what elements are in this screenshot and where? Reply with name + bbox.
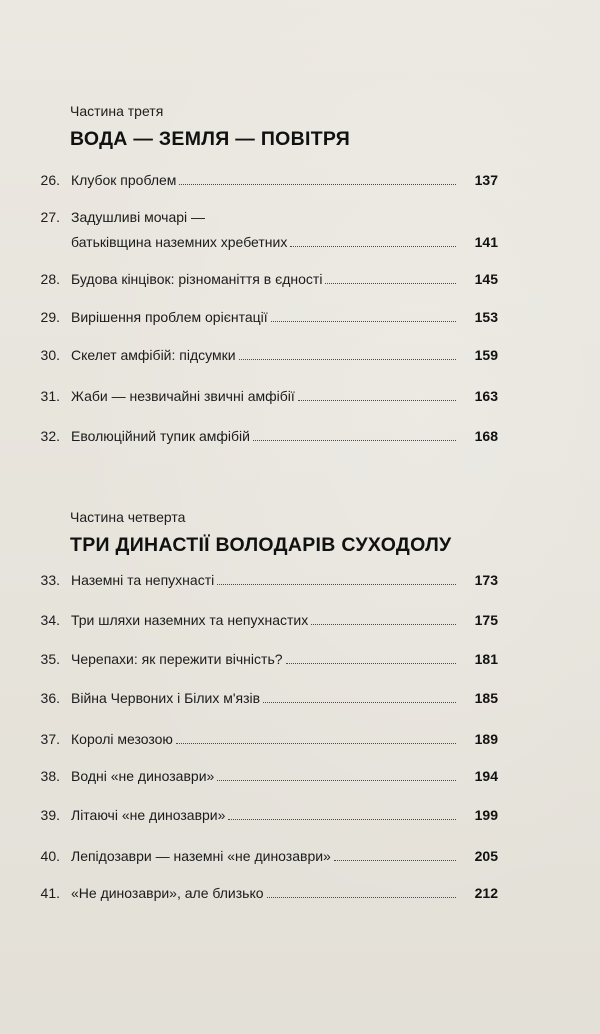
entry-title: Літаючі «не динозаври» — [71, 807, 226, 823]
entry-page: 194 — [474, 768, 498, 784]
leader-dots — [298, 399, 456, 401]
entry-number: 31. — [40, 388, 60, 404]
entry-page: 168 — [474, 428, 498, 444]
entry-page: 199 — [474, 807, 498, 823]
entry-page: 205 — [474, 848, 498, 864]
entry-line — [71, 270, 498, 288]
entry-page: 141 — [474, 234, 498, 250]
entry-title: Черепахи: як пережити вічність? — [71, 651, 283, 667]
entry-number: 29. — [40, 309, 60, 325]
entry-page: 212 — [474, 885, 498, 901]
leader-dots — [217, 583, 456, 585]
leader-dots — [228, 818, 456, 820]
entry-number: 37. — [40, 731, 60, 747]
entry-title: Королі мезозою — [71, 731, 173, 747]
entry-page: 159 — [474, 347, 498, 363]
entry-number: 33. — [40, 572, 60, 588]
entry-title: Водні «не динозаври» — [71, 768, 215, 784]
entry-page: 175 — [474, 612, 498, 628]
entry-page: 153 — [474, 309, 498, 325]
entry-line — [71, 730, 498, 748]
entry-title: Еволюційний тупик амфібій — [71, 428, 250, 444]
entry-number: 28. — [40, 271, 60, 287]
entry-page: 181 — [474, 651, 498, 667]
entry-title-line-2: батьківщина наземних хребетних — [71, 234, 288, 250]
entry-title: Війна Червоних і Білих м'язів — [71, 690, 261, 706]
leader-dots — [290, 245, 456, 247]
leader-dots — [239, 358, 456, 360]
entry-page: 163 — [474, 388, 498, 404]
leader-dots — [271, 320, 456, 322]
entry-line — [71, 308, 498, 326]
part-three-header — [70, 102, 510, 151]
entry-number: 38. — [40, 768, 60, 784]
entry-title: Вирішення проблем орієнтації — [71, 309, 268, 325]
entry-line — [71, 233, 498, 251]
entry-number: 35. — [40, 651, 60, 667]
leader-dots — [325, 282, 456, 284]
part-four-header — [70, 508, 510, 557]
entry-title: Будова кінцівок: різноманіття в єдності — [71, 271, 323, 287]
entry-line — [71, 611, 498, 629]
leader-dots — [263, 701, 456, 703]
entry-page: 189 — [474, 731, 498, 747]
entry-page: 185 — [474, 690, 498, 706]
entry-title-line-1: Задушливі мочарі — — [71, 209, 206, 225]
entry-number: 30. — [40, 347, 60, 363]
entry-line — [71, 767, 498, 785]
entry-line — [71, 650, 498, 668]
entry-line — [71, 427, 498, 445]
entry-number: 39. — [40, 807, 60, 823]
entry-number: 41. — [40, 885, 60, 901]
entry-title: «Не динозаври», але близько — [71, 885, 264, 901]
entry-line — [71, 571, 498, 589]
leader-dots — [217, 779, 456, 781]
part-title: ТРИ ДИНАСТІЇ ВОЛОДАРІВ СУХОДОЛУ — [70, 534, 452, 556]
part-label: Частина четверта — [70, 509, 186, 525]
entry-number: 34. — [40, 612, 60, 628]
leader-dots — [253, 439, 456, 441]
entry-number: 32. — [40, 428, 60, 444]
entry-page: 145 — [474, 271, 498, 287]
entry-title: Наземні та непухнасті — [71, 572, 215, 588]
entry-page: 137 — [474, 172, 498, 188]
leader-dots — [267, 896, 456, 898]
entry-line — [71, 806, 498, 824]
entry-title: Три шляхи наземних та непухнастих — [71, 612, 309, 628]
leader-dots — [311, 623, 456, 625]
entry-page: 173 — [474, 572, 498, 588]
entry-title: Лепідозаври — наземні «не динозаври» — [71, 848, 331, 864]
part-title: ВОДА — ЗЕМЛЯ — ПОВІТРЯ — [70, 128, 351, 150]
entry-line — [71, 884, 498, 902]
leader-dots — [286, 662, 456, 664]
entry-title: Жаби — незвичайні звичні амфібії — [71, 388, 295, 404]
entry-title: Клубок проблем — [71, 172, 177, 188]
entry-line — [71, 387, 498, 405]
entry-number: 26. — [40, 172, 60, 188]
entry-number: 40. — [40, 848, 60, 864]
leader-dots — [176, 742, 456, 744]
entry-title: Скелет амфібій: підсумки — [71, 347, 236, 363]
entry-line — [71, 346, 498, 364]
entry-number: 36. — [40, 690, 60, 706]
leader-dots — [334, 859, 456, 861]
leader-dots — [179, 183, 456, 185]
part-label: Частина третя — [70, 103, 164, 119]
entry-line — [71, 171, 498, 189]
entry-number: 27. — [40, 209, 60, 225]
entry-line — [71, 689, 498, 707]
entry-line — [71, 847, 498, 865]
